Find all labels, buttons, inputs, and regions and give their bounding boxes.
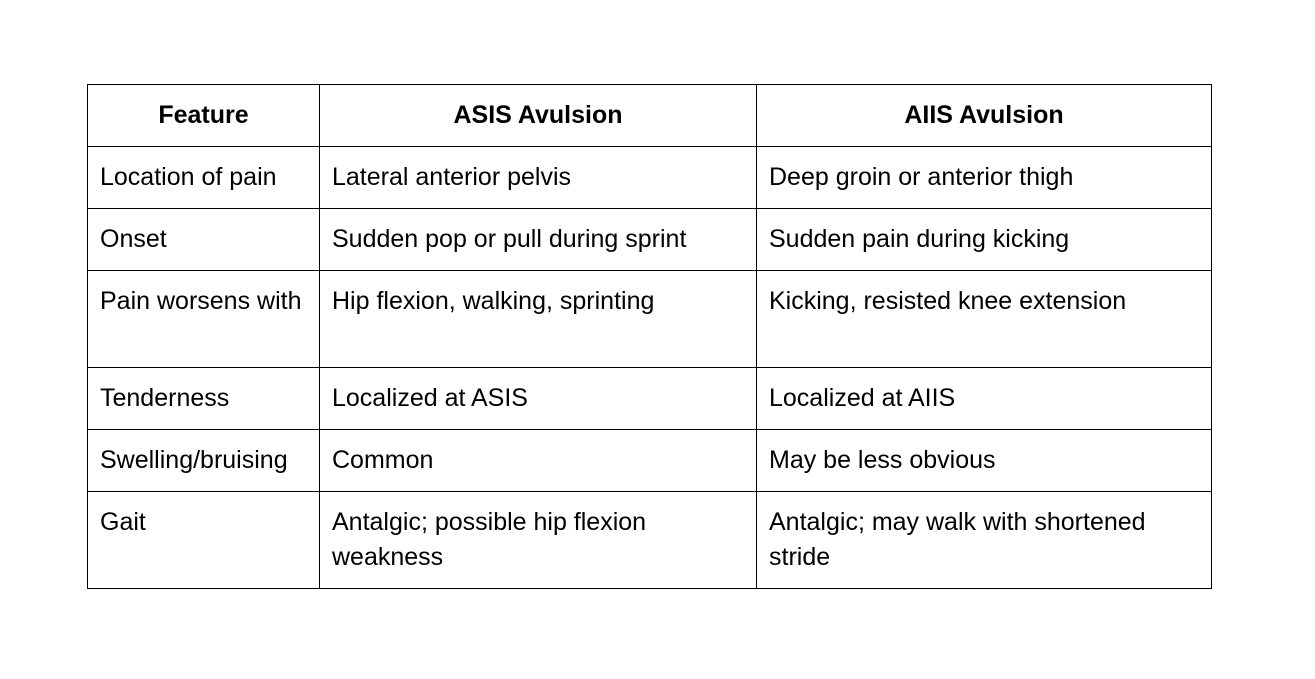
table-row xyxy=(88,209,1212,271)
table-header-row xyxy=(88,85,1212,147)
cell-feature: Swelling/bruising xyxy=(88,430,320,492)
table-row xyxy=(88,368,1212,430)
table-row xyxy=(88,492,1212,589)
cell-asis: Sudden pop or pull during sprint xyxy=(320,209,757,271)
cell-aiis: Sudden pain during kicking xyxy=(757,209,1212,271)
cell-feature: Onset xyxy=(88,209,320,271)
header-aiis-avulsion: AIIS Avulsion xyxy=(757,85,1212,147)
cell-asis: Hip flexion, walking, sprinting xyxy=(320,271,757,368)
table-row xyxy=(88,271,1212,368)
cell-feature: Pain worsens with xyxy=(88,271,320,368)
cell-feature: Location of pain xyxy=(88,147,320,209)
cell-asis: Localized at ASIS xyxy=(320,368,757,430)
header-feature: Feature xyxy=(88,85,320,147)
comparison-table xyxy=(87,84,1212,589)
comparison-table-container xyxy=(87,84,1212,589)
cell-aiis: Deep groin or anterior thigh xyxy=(757,147,1212,209)
table-row xyxy=(88,147,1212,209)
cell-aiis: Kicking, resisted knee extension xyxy=(757,271,1212,368)
cell-asis: Lateral anterior pelvis xyxy=(320,147,757,209)
cell-asis: Antalgic; possible hip flexion weakness xyxy=(320,492,757,589)
cell-feature: Tenderness xyxy=(88,368,320,430)
header-asis-avulsion: ASIS Avulsion xyxy=(320,85,757,147)
cell-aiis: Antalgic; may walk with shortened stride xyxy=(757,492,1212,589)
cell-aiis: Localized at AIIS xyxy=(757,368,1212,430)
table-row xyxy=(88,430,1212,492)
cell-feature: Gait xyxy=(88,492,320,589)
cell-asis: Common xyxy=(320,430,757,492)
cell-aiis: May be less obvious xyxy=(757,430,1212,492)
